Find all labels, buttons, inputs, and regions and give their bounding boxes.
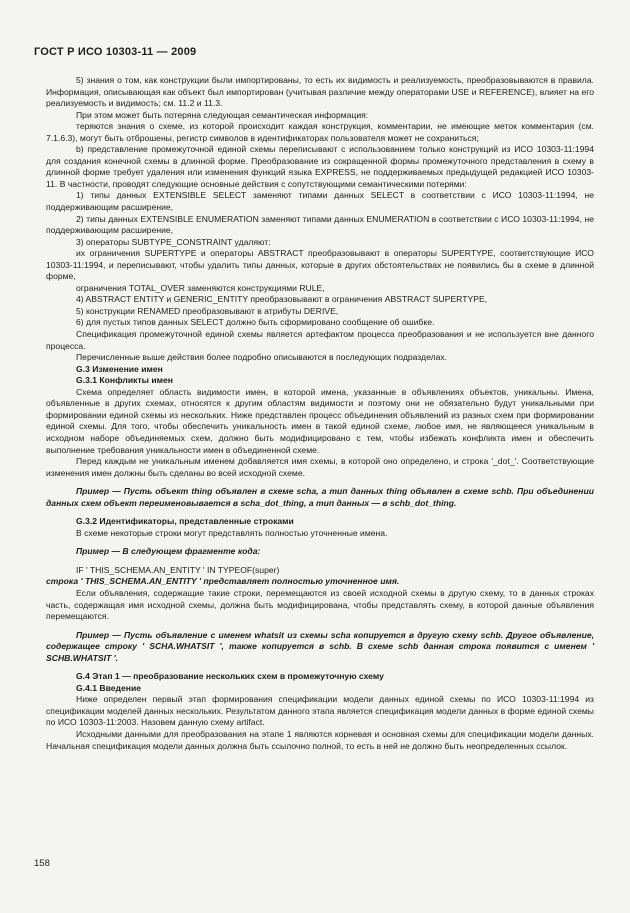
paragraph: В схеме некоторые строки могут представлять полностью уточненные имена. [76,527,388,538]
list-item: 6) для пустых типов данных SELECT должно быть сформировано сообщение об ошибке. [76,317,435,328]
paragraph: их ограничения SUPERTYPE и операторы ABSTRACT преобразовывают в операторы SUPERTYPE, соответствующие ИСО 10303-11:1994, и переписывают, чтобы удалить типы данных, которые в других обстоятельствах не появились бы в схеме в длинной форме, [46,248,594,282]
paragraph: Перед каждым не уникальным именем добавляется имя схемы, в которой оно определено, и строка '_dot_'. Соответствующие изменения имен должны быть сделаны во всей исходной схеме. [46,456,594,478]
page-number: 158 [34,858,50,869]
example-text: Пример — Пусть объявление с именем whatsit из схемы scha копируется в другую схему schb. Другое объявление, содержащее строку ' SCHA.WHATSIT ', также копируется в schb. В схеме schb данная строка появится с именем ' SCHB.WHATSIT '. [46,629,594,663]
subsection-heading: G.3.2 Идентификаторы, представленные строками [76,516,294,527]
code-line: IF ' THIS_SCHEMA.AN_ENTITY ' IN TYPEOF(super) [76,564,280,575]
section-heading: G.3 Изменение имен [76,363,163,374]
section-heading: G.4 Этап 1 — преобразование нескольких схем в промежуточную схему [76,671,384,682]
paragraph: При этом может быть потеряна следующая семантическая информация: [76,109,369,120]
paragraph: теряются знания о схеме, из которой происходит каждая конструкция, комментарии, не имеющие меток комментария (см. 7.1.6.3), могут быть отброшены, регистр символов в идентификаторах пользователя может не сохраниться; [46,121,594,143]
example-text: Пример — В следующем фрагменте кода: [76,546,261,557]
paragraph: Если объявления, содержащие такие строки, перемещаются из своей исходной схемы в другую схему, то в данных строках часть, содержащая имя исходной схемы, должна быть модифицирована, чтобы представлять схему, в которой данные объявления перемещаются. [46,587,594,622]
paragraph: Исходными данными для преобразования на этапе 1 являются корневая и основная схемы для спецификации модели данных. Начальная спецификация модели данных должна быть ссылочно полной, то есть в ней не должно быть неопределенных ссылок. [46,728,594,751]
list-item: 5) конструкции RENAMED преобразовывают в атрибуты DERIVE, [76,305,339,316]
list-item: 2) типы данных EXTENSIBLE ENUMERATION заменяют типами данных ENUMERATION в соответствии с ИСО 10303-11:1994, не поддерживающим расширение, [46,213,594,236]
example-text: строка ' THIS_SCHEMA.AN_ENTITY ' представляет полностью уточненное имя. [46,576,400,587]
example-text: Пример — Пусть объект thing объявлен в схеме scha, а тип данных thing объявлен в схеме schb. При объединении данных схем объект переименовывается в scha_dot_thing, а тип данных — в schb_dot_thing. [46,486,594,508]
paragraph: 5) знания о том, как конструкции были импортированы, то есть их видимость и реализуемость, преобразовываются в правила. Информация, описывающая как объект был импортирован (учитывая различие между операторами USE и REFERENCE), влияет на его реализуемость и видимость; см. 11.2 и 11.3. [46,75,594,109]
paragraph: Перечисленные выше действия более подробно описываются в последующих подразделах. [76,352,448,363]
subsection-heading: G.3.1 Конфликты имен [76,375,173,386]
subsection-heading: G.4.1 Введение [76,682,142,693]
paragraph: ограничения TOTAL_OVER заменяются конструкциями RULE, [76,282,325,293]
paragraph: Схема определяет область видимости имен, в которой имена, указанные в объявлениях объектов, уникальны. Имена, объявленные в других схемах, относятся к другим областям видимости и поэтому они не обязательно будут уникальными при формировании единой схемы из нескольких. Ниже представлен процесс объединения объявлений из разных схем при формировании единой схемы. Для того, чтобы обеспечить уникальность имен в такой единой схеме, любое имя, не являющееся уникальным в исходном наборе объединяемых схем, должно быть модифицировано с тем, чтобы избежать конфликта имен и обеспечить выполнение требования уникальности имен в объединенной схеме. [46,386,594,455]
page-header: ГОСТ Р ИСО 10303-11 — 2009 [34,46,197,58]
list-item: 3) операторы SUBTYPE_CONSTRAINT удаляют: [76,236,271,247]
list-item: 4) ABSTRACT ENTITY и GENERIC_ENTITY преобразовывают в ограничения ABSTRACT SUPERTYPE, [76,294,488,305]
paragraph: Ниже определен первый этап формирования спецификации модели данных единой схемы по ИСО 10303-11:1994 из спецификации моделей данных нескольких. Результатом данного этапа является спецификация модели данных в форме единой схемы по ИСО 10303-11:2003. Назовем данную схему artifact. [46,694,594,728]
paragraph: Спецификация промежуточной единой схемы является артефактом процесса преобразования и не используется вне данного процесса. [46,329,594,351]
list-item: 1) типы данных EXTENSIBLE SELECT заменяют типами данных SELECT в соответствии с ИСО 10303-11:1994, не поддерживающим расширение, [46,190,594,213]
paragraph: b) представление промежуточной единой схемы переписывают с использованием только конструкций из ИСО 10303-11:1994 для создания конечной схемы в длинной форме. Преобразование из сокращенной формы промежуточного представления в схему в длинной форме требует удаления или изменения функций языка EXPRESS, не поддерживаемых предыдущей редакцией ИСО 10303-11. В частности, проводят следующие основные действия с сопутствующими семантическими потерями: [46,144,594,189]
page-content [46,75,594,752]
